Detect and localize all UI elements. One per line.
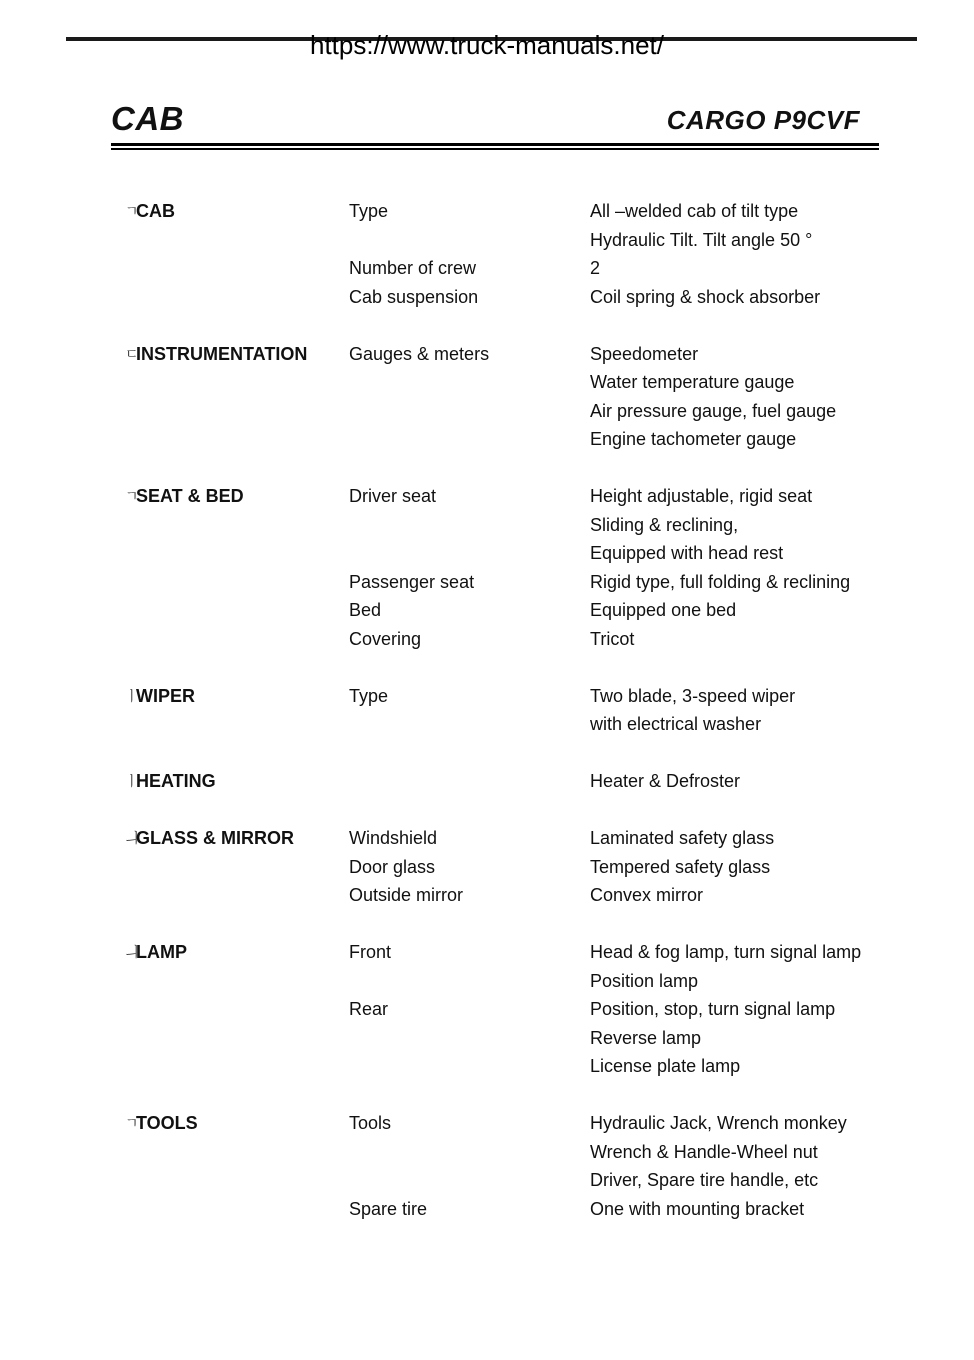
category-label: TOOLS (136, 1113, 198, 1133)
spec-item: Bed (349, 600, 382, 620)
spec-value: Speedometer (590, 343, 699, 364)
spec-row (0, 283, 974, 312)
spec-row (0, 625, 974, 654)
spec-section (0, 1109, 974, 1223)
section-gap (0, 1081, 974, 1110)
spec-row (0, 853, 974, 882)
category-label: SEAT & BED (136, 486, 244, 506)
spec-section (0, 767, 974, 796)
spec-row (0, 425, 974, 454)
spec-row (0, 368, 974, 397)
spec-value: Laminated safety glass (590, 828, 775, 848)
bullet-marker: ㅣ (125, 773, 139, 789)
spec-row (0, 482, 974, 511)
spec-row (0, 1109, 974, 1138)
watermark-url[interactable]: https://www.truck-manuals.net/ (309, 30, 665, 60)
spec-section (0, 682, 974, 739)
spec-value: Two blade, 3-speed wiper (590, 685, 796, 706)
spec-value: Height adjustable, rigid seat (590, 486, 813, 506)
spec-item: Type (349, 685, 389, 706)
spec-value: One with mounting bracket (590, 1198, 805, 1219)
spec-value: Sliding & reclining, (590, 514, 739, 535)
spec-item: Rear (349, 999, 389, 1019)
category-label: GLASS & MIRROR (136, 828, 295, 848)
spec-value: Tricot (590, 628, 635, 649)
spec-value: Engine tachometer gauge (590, 429, 797, 449)
spec-value: Convex mirror (590, 885, 704, 905)
header-rule-thin (111, 148, 879, 150)
spec-row (0, 1138, 974, 1167)
spec-row (0, 682, 974, 711)
spec-item: Gauges & meters (349, 343, 490, 364)
category-label: INSTRUMENTATION (136, 343, 308, 364)
model-title: CARGO P9CVF (666, 105, 860, 135)
spec-row (0, 539, 974, 568)
spec-value: 2 (590, 258, 601, 278)
spec-value: All –welded cab of tilt type (590, 201, 799, 221)
spec-value: with electrical washer (590, 714, 762, 734)
spec-section (0, 197, 974, 311)
spec-item: Windshield (349, 828, 438, 848)
section-gap (0, 796, 974, 825)
spec-row (0, 1024, 974, 1053)
section-gap (0, 739, 974, 768)
spec-row (0, 340, 974, 369)
spec-row (0, 938, 974, 967)
spec-row (0, 197, 974, 226)
category-label: LAMP (136, 942, 187, 962)
spec-item: Spare tire (349, 1198, 428, 1219)
spec-value: License plate lamp (590, 1056, 741, 1076)
spec-row (0, 824, 974, 853)
spec-section (0, 482, 974, 653)
category-label: WIPER (136, 685, 196, 706)
spec-value: Driver, Spare tire handle, etc (590, 1170, 819, 1190)
spec-value: Wrench & Handle-Wheel nut (590, 1141, 818, 1162)
spec-row (0, 511, 974, 540)
bullet-marker: ㄱ (125, 1115, 139, 1131)
spec-value: Air pressure gauge, fuel gauge (590, 400, 837, 421)
spec-section (0, 340, 974, 454)
spec-table (0, 197, 974, 1223)
header-rule-thick (111, 143, 879, 146)
spec-item: Cab suspension (349, 286, 479, 307)
section-gap (0, 311, 974, 340)
category-label: CAB (136, 201, 175, 221)
section-title: CAB (111, 100, 184, 137)
spec-row (0, 881, 974, 910)
spec-value: Equipped with head rest (590, 543, 784, 563)
spec-row (0, 767, 974, 796)
spec-item: Driver seat (349, 486, 437, 506)
bullet-marker: ㅢ (125, 830, 139, 846)
spec-row (0, 967, 974, 996)
bullet-marker: ㅢ (125, 944, 139, 960)
spec-item: Passenger seat (349, 571, 475, 592)
spec-value: Reverse lamp (590, 1027, 702, 1048)
spec-value: Hydraulic Tilt. Tilt angle 50 ° (590, 229, 813, 250)
bullet-marker: ㄱ (125, 488, 139, 504)
spec-item: Front (349, 942, 392, 962)
spec-item: Door glass (349, 856, 436, 877)
spec-row (0, 1166, 974, 1195)
spec-value: Heater & Defroster (590, 771, 741, 791)
spec-value: Position lamp (590, 970, 699, 991)
spec-row (0, 254, 974, 283)
spec-row (0, 995, 974, 1024)
spec-row (0, 226, 974, 255)
spec-value: Head & fog lamp, turn signal lamp (590, 942, 862, 962)
spec-value: Equipped one bed (590, 600, 737, 620)
spec-row (0, 596, 974, 625)
section-gap (0, 910, 974, 939)
spec-value: Position, stop, turn signal lamp (590, 999, 836, 1019)
spec-item: Tools (349, 1113, 392, 1133)
spec-item: Number of crew (349, 258, 477, 278)
spec-value: Hydraulic Jack, Wrench monkey (590, 1113, 847, 1133)
spec-value: Tempered safety glass (590, 856, 771, 877)
spec-row (0, 1052, 974, 1081)
bullet-marker: ㅣ (125, 687, 139, 704)
spec-row (0, 397, 974, 426)
spec-item: Outside mirror (349, 885, 464, 905)
spec-value: Rigid type, full folding & reclining (590, 571, 851, 592)
spec-section (0, 938, 974, 1081)
spec-item: Type (349, 201, 389, 221)
bullet-marker: ㄱ (125, 203, 139, 219)
section-gap (0, 653, 974, 682)
section-gap (0, 454, 974, 483)
spec-section (0, 824, 974, 910)
bullet-marker: ㄷ (125, 345, 139, 362)
spec-row (0, 710, 974, 739)
spec-value: Coil spring & shock absorber (590, 286, 821, 307)
spec-row (0, 568, 974, 597)
spec-item: Covering (349, 628, 422, 649)
spec-row (0, 1195, 974, 1224)
spec-value: Water temperature gauge (590, 372, 795, 392)
category-label: HEATING (136, 771, 216, 791)
